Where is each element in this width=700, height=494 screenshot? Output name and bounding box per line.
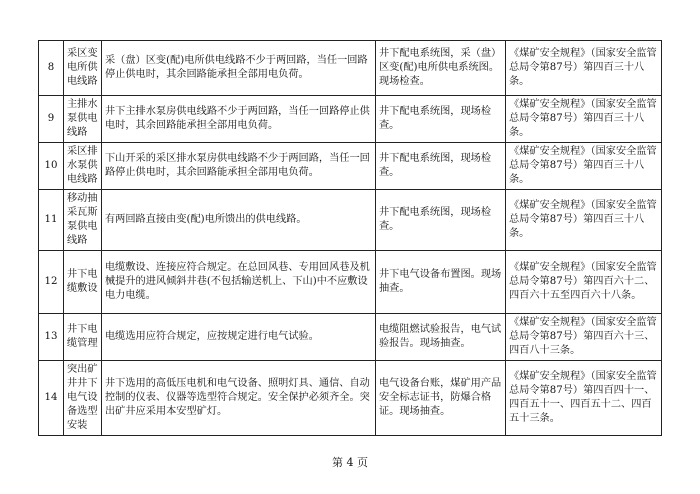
row-number: 13 <box>39 314 64 361</box>
table-row <box>39 41 662 96</box>
table-row <box>39 190 662 251</box>
item-name: 采区变电所供电线路 <box>64 41 102 96</box>
item-name: 井下电缆管理 <box>64 314 102 361</box>
requirement-text: 井下主排水泵房供电线路不少于两回路，当任一回路停止供电时，其余回路能承担全部用电负荷。 <box>102 96 376 143</box>
inspection-method: 井下配电系统图，现场检查。 <box>376 143 506 190</box>
table-row <box>39 361 662 436</box>
item-name: 移动抽采瓦斯泵供电线路 <box>64 190 102 251</box>
requirement-text: 有两回路直接由变(配)电所馈出的供电线路。 <box>102 190 376 251</box>
regulation-basis: 《煤矿安全规程》（国家安全监管总局令第87号）第四百六十三、四百八十三条。 <box>506 314 662 361</box>
row-number: 11 <box>39 190 64 251</box>
item-name: 采区排水泵供电线路 <box>64 143 102 190</box>
row-number: 8 <box>39 41 64 96</box>
requirement-text: 下山开采的采区排水泵房供电线路不少于两回路，当任一回路停止供电时，其余回路能承担全部用电负荷。 <box>102 143 376 190</box>
regulation-basis: 《煤矿安全规程》（国家安全监管总局令第87号）第四百三十八条。 <box>506 41 662 96</box>
table-row <box>39 143 662 190</box>
regulation-basis: 《煤矿安全规程》（国家安全监管总局令第87号）第四百三十八条。 <box>506 190 662 251</box>
row-number: 12 <box>39 251 64 314</box>
inspection-method: 井下电气设备布置图。现场抽查。 <box>376 251 506 314</box>
regulation-basis: 《煤矿安全规程》（国家安全监管总局令第87号）第四百三十八条。 <box>506 143 662 190</box>
item-name: 突出矿井井下电气设备选型安装 <box>64 361 102 436</box>
table-row <box>39 314 662 361</box>
row-number: 10 <box>39 143 64 190</box>
regulation-basis: 《煤矿安全规程》（国家安全监管总局令第87号）第四百四十一、四百五十一、四百五十二、四百五十三条。 <box>506 361 662 436</box>
inspection-method: 井下配电系统图，现场检查。 <box>376 190 506 251</box>
table-row <box>39 96 662 143</box>
requirement-text: 电缆选用应符合规定，应按规定进行电气试验。 <box>102 314 376 361</box>
table-row <box>39 251 662 314</box>
page-number: 第 4 页 <box>332 456 368 469</box>
inspection-method: 井下配电系统图，现场检查。 <box>376 96 506 143</box>
row-number: 9 <box>39 96 64 143</box>
item-name: 主排水泵供电线路 <box>64 96 102 143</box>
inspection-method: 电缆阻燃试验报告，电气试验报告。现场抽查。 <box>376 314 506 361</box>
item-name: 井下电缆敷设 <box>64 251 102 314</box>
requirement-text: 采（盘）区变(配)电所供电线路不少于两回路，当任一回路停止供电时，其余回路能承担全部用电负荷。 <box>102 41 376 96</box>
regulation-basis: 《煤矿安全规程》（国家安全监管总局令第87号）第四百六十二、四百六十五至四百六十八条。 <box>506 251 662 314</box>
inspection-method: 井下配电系统图，采（盘）区变(配)电所供电系统图。现场检查。 <box>376 41 506 96</box>
row-number: 14 <box>39 361 64 436</box>
regulation-basis: 《煤矿安全规程》（国家安全监管总局令第87号）第四百三十八条。 <box>506 96 662 143</box>
inspection-method: 电气设备台账，煤矿用产品安全标志证书，防爆合格证。现场抽查。 <box>376 361 506 436</box>
regulation-table <box>38 40 662 436</box>
requirement-text: 电缆敷设、连接应符合规定。在总回风巷、专用回风巷及机械提升的进风倾斜井巷(不包括输送机上、下山)中不应敷设电力电缆。 <box>102 251 376 314</box>
requirement-text: 井下选用的高低压电机和电气设备、照明灯具、通信、自动控制的仪表、仪器等选型符合规定。安全保护必须齐全。突出矿井应采用本安型矿灯。 <box>102 361 376 436</box>
